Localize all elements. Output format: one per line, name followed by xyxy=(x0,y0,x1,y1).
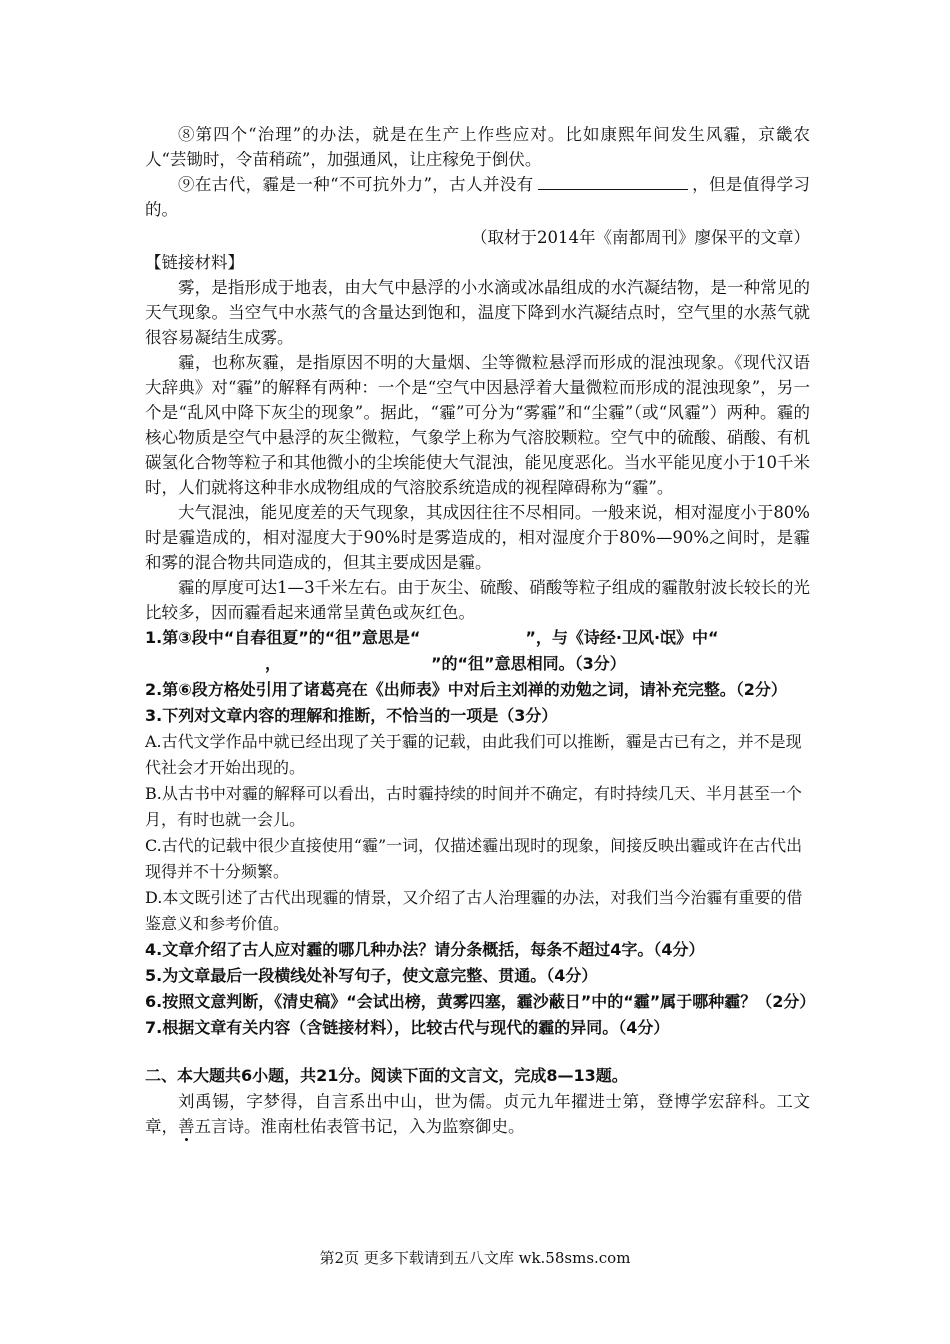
link-paragraph-fog: 雾，是指形成于地表，由大气中悬浮的小水滴或冰晶组成的水汽凝结物，是一种常见的天气现象。当空气中水蒸气的含量达到饱和，温度下降到水汽凝结点时，空气里的水蒸气就很容易凝结生成雾。 xyxy=(145,278,810,347)
link-paragraph-thickness: 霾的厚度可达1—3千米左右。由于灰尘、硫酸、硝酸等粒子组成的霾散射波长较长的光比较多，因而霾看起来通常呈黄色或灰红色。 xyxy=(145,578,810,622)
question-6: 6.按照文意判断，《清史稿》“会试出榜，黄雾四塞，霾沙蔽日”中的“霾”属于哪种霾？（2分） xyxy=(145,992,816,1011)
classical-text-part-1: 刘禹锡，字梦得，自言系出中山，世为儒。贞元九年擢进士第，登博学宏辞科。工文章， xyxy=(145,1092,810,1136)
document-body xyxy=(145,122,816,1139)
paragraph-9 xyxy=(145,172,810,222)
link-paragraph-haze: 霾，也称灰霾，是指原因不明的大量烟、尘等微粒悬浮而形成的混浊现象。《现代汉语大辞典》对“霾”的解释有两种：一个是“空气中因悬浮着大量微粒而形成的混浊现象”，另一个是“乱风中降下灰尘的现象”。据此，“霾”可分为“雾霾”和“尘霾”（或“风霾”）两种。霾的核心物质是空气中悬浮的灰尘微粒，气象学上称为气溶胶颗粒。空气中的硫酸、硝酸、有机碳氢化合物等粒子和其他微小的尘埃能使大气混浊，能见度恶化。当水平能见度小于10千米时，人们就将这种非水成物组成的气溶胶系统造成的视程障碍称为“霾”。 xyxy=(145,353,810,497)
question-1-part-c: ， xyxy=(265,654,282,673)
classical-text xyxy=(145,1089,810,1139)
paragraph-8: ⑧第四个“治理”的办法，就是在生产上作些应对。比如康熙年间发生风霾，京畿农人“芸锄时，令苗稍疏”，加强通风，让庄稼免于倒伏。 xyxy=(145,125,810,169)
paragraph-9-end: ，但是值得学习的。 xyxy=(145,175,811,219)
question-1-part-b: ”，与《诗经·卫风·氓》中“ xyxy=(525,628,719,647)
question-2: 2.第⑥段方格处引用了诸葛亮在《出师表》中对后主刘禅的劝勉之词，请补充完整。（2分） xyxy=(145,680,787,699)
link-paragraph-humidity: 大气混浊，能见度差的天气现象，其成因往往不尽相同。一般来说，相对湿度小于80%时是霾造成的，相对湿度大于90%时是雾造成的，相对湿度介于80%—90%之间时，是霾和雾的混合物共同造成的，但其主要成因是霾。 xyxy=(145,503,810,572)
answer-blank[interactable] xyxy=(538,175,688,190)
section-spacer xyxy=(145,1041,810,1063)
link-material-header: 【链接材料】 xyxy=(145,253,244,272)
question-4: 4.文章介绍了古人应对霾的哪几种办法？请分条概括，每条不超过4字。（4分） xyxy=(145,940,705,959)
page-footer: 第2页 更多下载请到五八文库 wk.58sms.com xyxy=(319,1249,631,1267)
question-3-option-b: B.从古书中对霾的解释可以看出，古时霾持续的时间并不确定，有时持续几天、半月甚至一个月，有时也就一会儿。 xyxy=(145,784,802,829)
paragraph-9-start: ⑨在古代，霾是一种“不可抗外力”，古人并没有 xyxy=(178,175,534,194)
question-3: 3.下列对文章内容的理解和推断，不恰当的一项是（3分） xyxy=(145,706,558,725)
question-1-part-a: 1.第③段中“自春徂夏”的“徂”意思是“ xyxy=(145,628,421,647)
question-1 xyxy=(145,625,810,677)
question-3-option-c: C.古代的记载中很少直接使用“霾”一词，仅描述霾出现时的现象，间接反映出霾或许在古代出现得并不十分频繁。 xyxy=(145,836,803,881)
question-1-part-d: ”的“徂”意思相同。（3分） xyxy=(431,654,626,673)
emphasis-dot-char: 善 xyxy=(178,1117,195,1136)
question-3-option-d: D.本文既引述了古代出现霾的情景，又介绍了古人治理霾的办法，对我们当今治霾有重要的借鉴意义和参考价值。 xyxy=(145,888,803,933)
question-3-option-a: A.古代文学作品中就已经出现了关于霾的记载，由此我们可以推断，霾是古已有之，并不是现代社会才开始出现的。 xyxy=(145,732,802,777)
section-2-heading: 二、本大题共6小题，共21分。阅读下面的文言文，完成8—13题。 xyxy=(145,1066,628,1085)
classical-text-part-2: 五言诗。淮南杜佑表管书记，入为监察御史。 xyxy=(194,1117,525,1136)
source-citation: （取材于2014年《南都周刊》廖保平的文章） xyxy=(471,228,810,247)
question-7: 7.根据文章有关内容（含链接材料），比较古代与现代的霾的异同。（4分） xyxy=(145,1018,670,1037)
question-5: 5.为文章最后一段横线处补写句子，使文意完整、贯通。（4分） xyxy=(145,966,598,985)
